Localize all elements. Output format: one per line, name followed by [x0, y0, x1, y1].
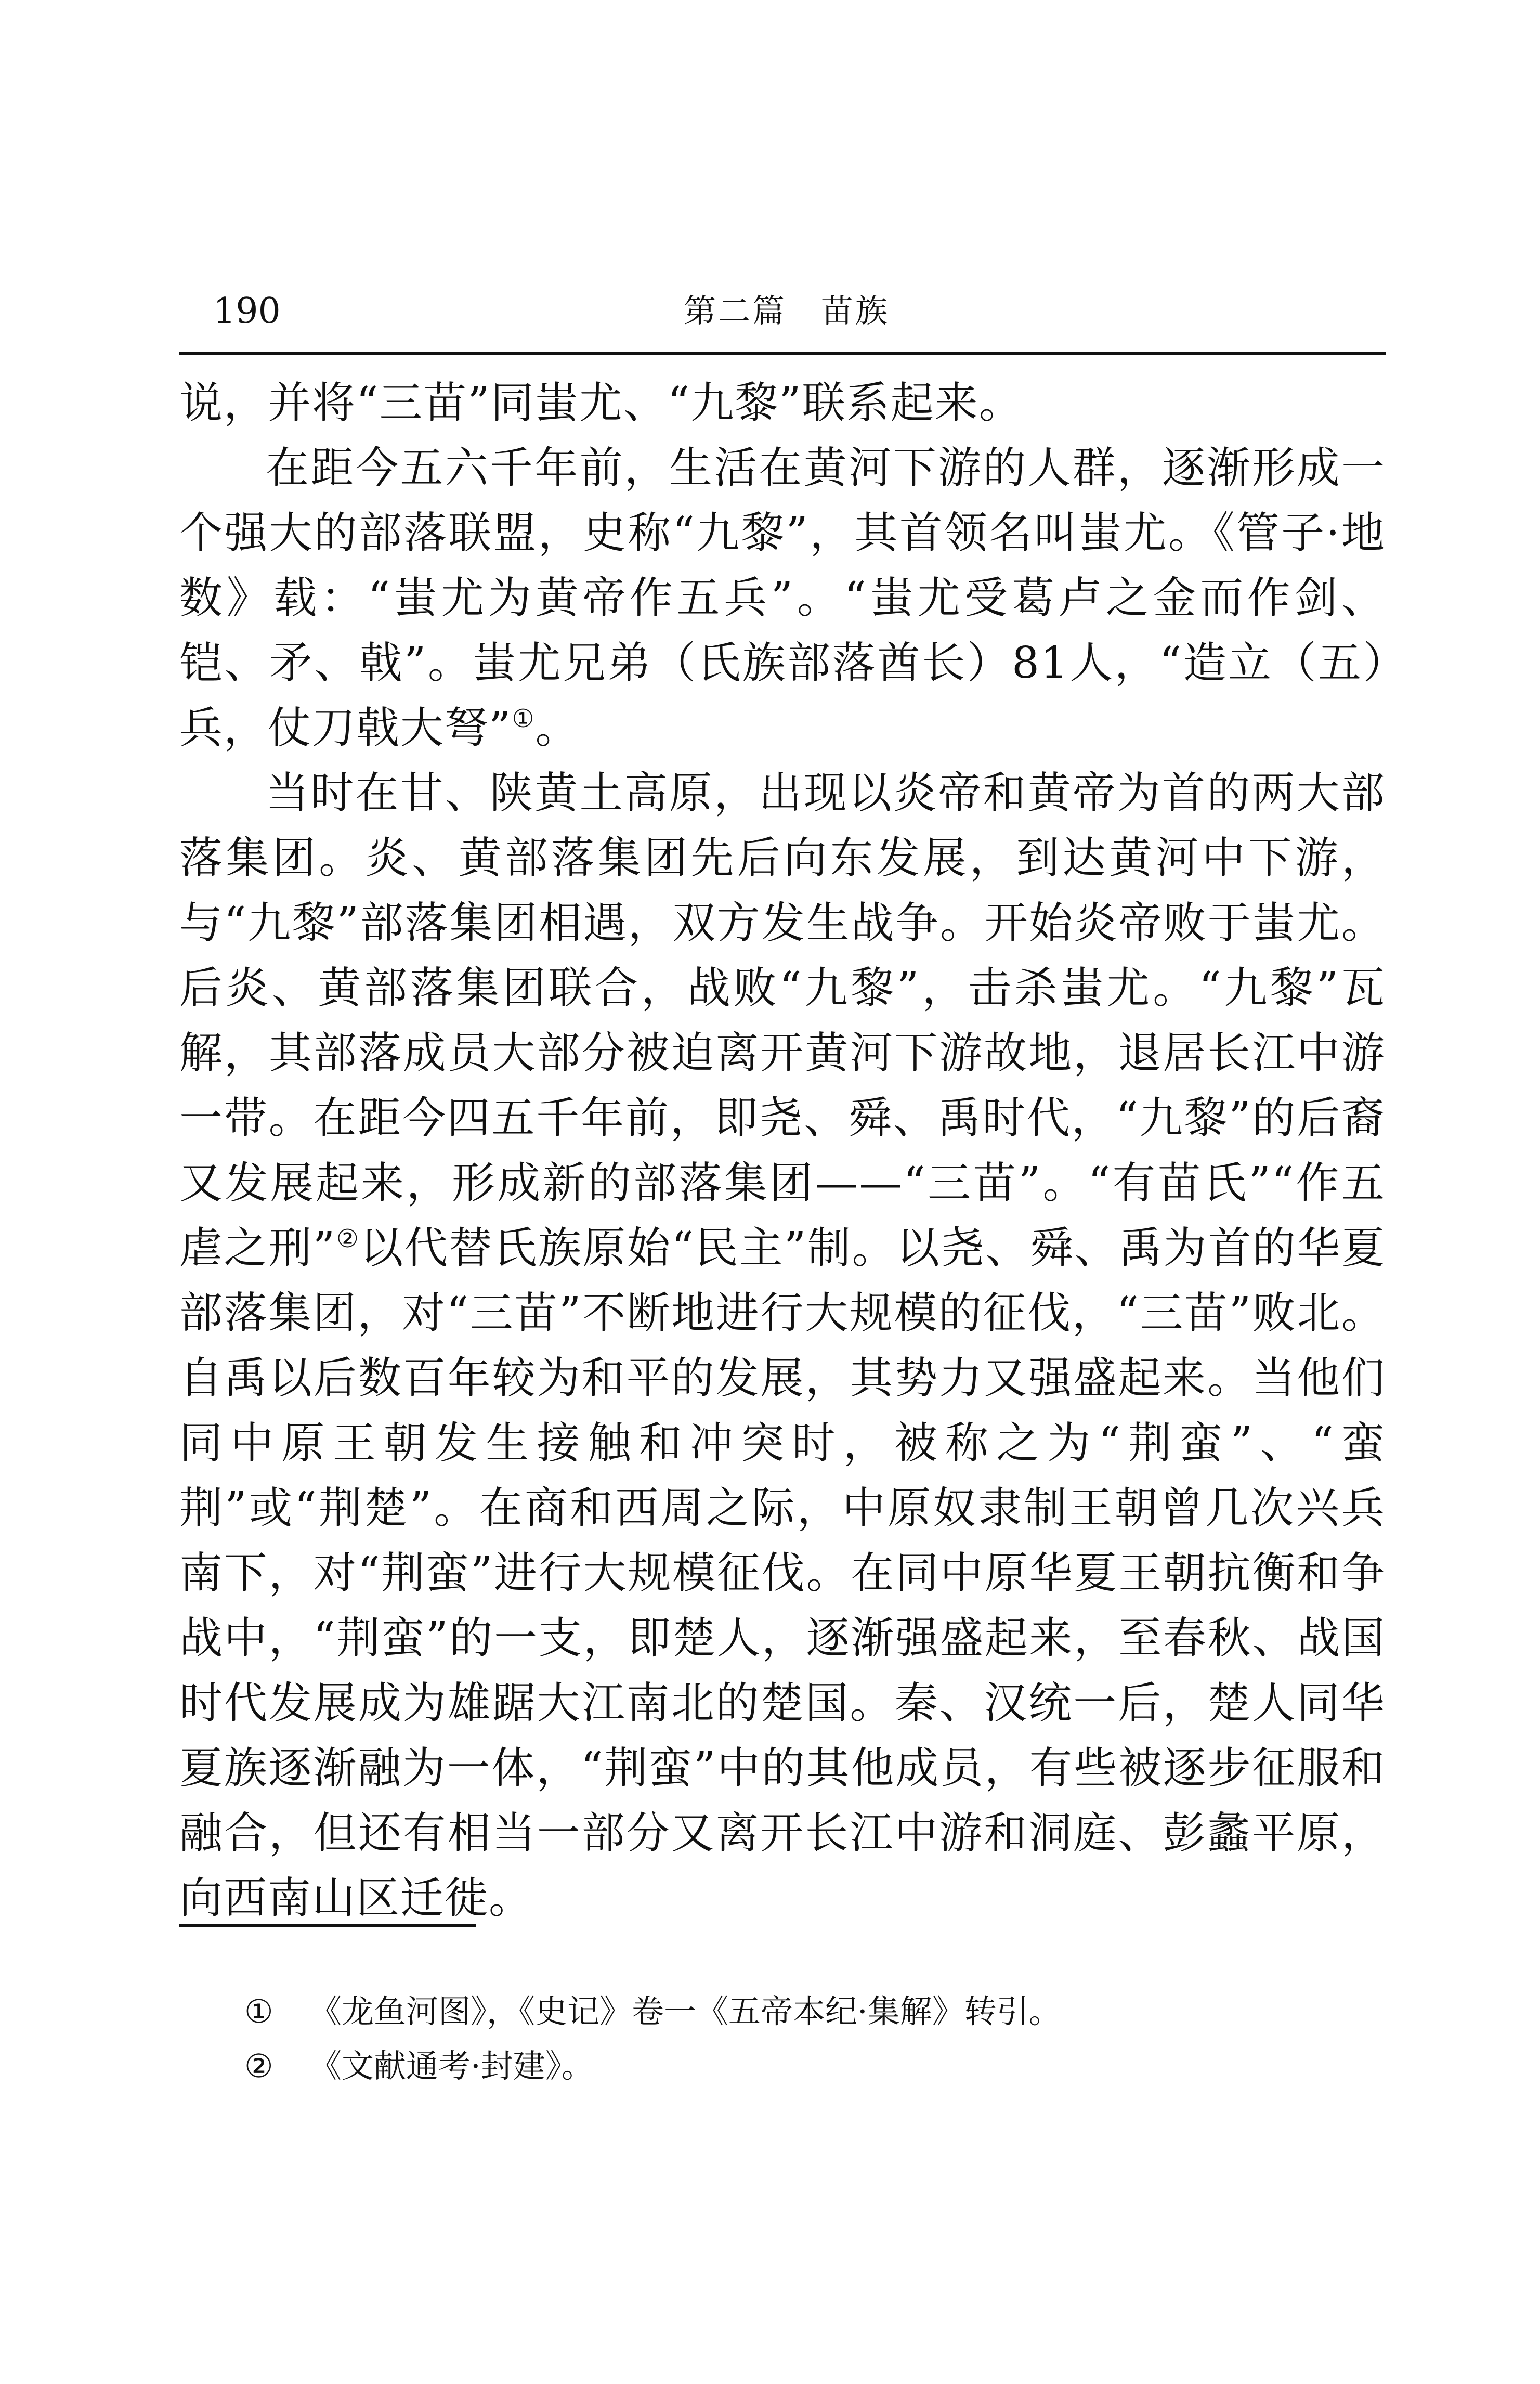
- main-text: [179, 370, 1386, 1930]
- paragraph-text: 以代替氏族原始“民主”制。以尧、舜、禹为首的华夏部落集团，对“三苗”不断地进行大规模的征伐，“三苗”败北。自禹以后数百年较为和平的发展，其势力又强盛起来。当他们同中原王朝发生接触和冲突时，被称之为“荆蛮”、“蛮荆”或“荆楚”。在商和西周之际，中原奴隶制王朝曾几次兴兵南下，对“荆蛮”进行大规模征伐。在同中原华夏王朝抗衡和争战中，“荆蛮”的一支，即楚人，逐渐强盛起来，至春秋、战国时代发展成为雄踞大江南北的楚国。秦、汉统一后，楚人同华夏族逐渐融为一体，“荆蛮”中的其他成员，有些被逐步征服和融合，但还有相当一部分又离开长江中游和洞庭、彭蠡平原，向西南山区迁徙。: [179, 1223, 1386, 1923]
- paragraph-jiuli: [179, 435, 1386, 760]
- paragraph-text: 在距今五六千年前，生活在黄河下游的人群，逐渐形成一个强大的部落联盟，史称“九黎”，其首领名叫蚩尤。《管子·地数》载：“蚩尤为黄帝作五兵”。“蚩尤受葛卢之金而作剑、铠、矛、戟”。蚩尤兄弟（氏族部落酋长）81人，“造立（五）兵，仗刀戟大弩”: [179, 443, 1386, 753]
- footnote-rule: [179, 1924, 476, 1927]
- paragraph-text: 当时在甘、陕黄土高原，出现以炎帝和黄帝为首的两大部落集团。炎、黄部落集团先后向东发展，到达黄河中下游，与“九黎”部落集团相遇，双方发生战争。开始炎帝败于蚩尤。后炎、黄部落集团联合，战败“九黎”，击杀蚩尤。“九黎”瓦解，其部落成员大部分被迫离开黄河下游故地，退居长江中游一带。在距今四五千年前，即尧、舜、禹时代，“九黎”的后裔又发展起来，形成新的部落集团——“三苗”。“有苗氏”“作五虐之刑”: [179, 768, 1386, 1273]
- page-number: 190: [213, 291, 281, 332]
- footnote-mark: ②: [244, 2047, 273, 2085]
- footnote-text: 《龙鱼河图》，《史记》卷一《五帝本纪·集解》转引。: [309, 1992, 1061, 2030]
- footnote-reference: ②: [336, 1224, 360, 1253]
- paragraph-continued: 说，并将“三苗”同蚩尤、“九黎”联系起来。: [179, 378, 1023, 428]
- paragraph-text: 。: [535, 703, 580, 753]
- footnotes: [244, 1984, 1336, 2093]
- header-rule: [179, 352, 1386, 355]
- footnote-1: [244, 1984, 1336, 2039]
- footnote-2: [244, 2039, 1336, 2093]
- footnote-mark: ①: [244, 1992, 273, 2030]
- paragraph-sanmiao: [179, 760, 1386, 1930]
- footnote-reference: ①: [512, 704, 536, 733]
- running-head-title: 第二篇 苗族: [684, 292, 890, 330]
- footnote-text: 《文献通考·封建》。: [309, 2047, 594, 2085]
- running-header: [179, 283, 1386, 330]
